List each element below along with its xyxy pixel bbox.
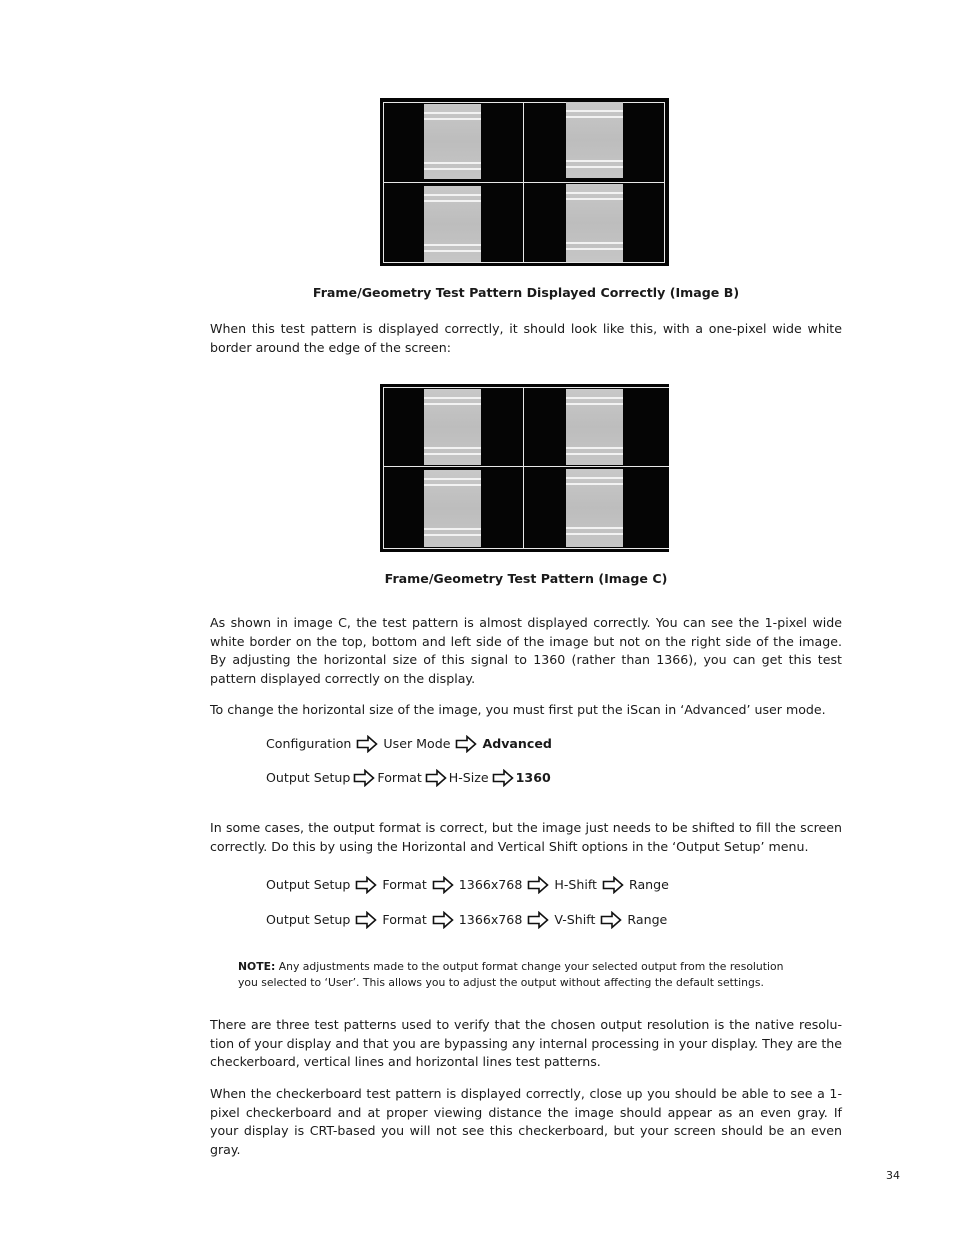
note-text: you selected to ‘User’. This allows you to adjust the output without affecting the default settings. bbox=[238, 976, 764, 989]
right-arrow-outline-icon bbox=[527, 876, 549, 894]
menu-step: 1366x768 bbox=[458, 877, 523, 892]
menu-step: Output Setup bbox=[266, 877, 351, 892]
figure-caption-image-b: Frame/Geometry Test Pattern Displayed Correctly (Image B) bbox=[312, 285, 740, 300]
right-arrow-outline-icon bbox=[602, 876, 624, 894]
paragraph: When the checkerboard test pattern is displayed correctly, close up you should be able to see a 1-pixel checkerboard and at proper viewing distance the image should appear as an even gray. If your display is CRT-based you will not see this checkerboard, but your screen should be an even gray. bbox=[210, 1086, 842, 1157]
right-arrow-outline-icon bbox=[425, 769, 447, 787]
right-arrow-outline-icon bbox=[356, 735, 378, 753]
test-pattern-image-c bbox=[380, 384, 669, 552]
right-arrow-outline-icon bbox=[355, 911, 377, 929]
right-arrow-outline-icon bbox=[355, 876, 377, 894]
note-box bbox=[238, 959, 828, 991]
paragraph: In some cases, the output format is correct, but the image just needs to be shifted to fill the screen correctly. Do this by using the Horizontal and Vertical Shift options in the ‘Output Setup’ menu. bbox=[210, 820, 842, 854]
menu-step-value: 1360 bbox=[515, 770, 551, 785]
page-number: 34 bbox=[886, 1169, 900, 1182]
menu-step: Range bbox=[628, 877, 669, 892]
menu-step: User Mode bbox=[383, 736, 451, 751]
right-arrow-outline-icon bbox=[527, 911, 549, 929]
figure-caption-image-c: Frame/Geometry Test Pattern (Image C) bbox=[384, 571, 668, 586]
menu-step-value: Advanced bbox=[482, 736, 552, 751]
right-arrow-outline-icon bbox=[353, 769, 375, 787]
right-arrow-outline-icon bbox=[455, 735, 477, 753]
paragraph: To change the horizontal size of the image, you must first put the iScan in ‘Advanced’ user mode. bbox=[210, 702, 826, 717]
menu-step: Range bbox=[627, 912, 668, 927]
note-label: NOTE: bbox=[238, 960, 276, 973]
menu-step: Format bbox=[382, 877, 427, 892]
menu-step: Output Setup bbox=[266, 912, 351, 927]
right-arrow-outline-icon bbox=[432, 911, 454, 929]
menu-step: H-Shift bbox=[554, 877, 597, 892]
test-pattern-image-b bbox=[380, 98, 669, 266]
right-arrow-outline-icon bbox=[492, 769, 514, 787]
right-arrow-outline-icon bbox=[432, 876, 454, 894]
menu-path-h-size bbox=[266, 769, 551, 787]
paragraph: As shown in image C, the test pattern is almost displayed correctly. You can see the 1-pixel wide white border on the top, bottom and left side of the image but not on the right side of the image. By adjusting the horizontal size of this signal to 1360 (rather than 1366), you can get this test pattern displayed correctly on the display. bbox=[210, 615, 842, 686]
menu-step: Format bbox=[382, 912, 427, 927]
menu-step: 1366x768 bbox=[458, 912, 523, 927]
menu-step: Format bbox=[377, 770, 422, 785]
menu-step: Output Setup bbox=[266, 770, 351, 785]
menu-path-v-shift bbox=[266, 911, 667, 929]
paragraph: When this test pattern is displayed correctly, it should look like this, with a one-pixel wide white border around the edge of the screen: bbox=[210, 321, 842, 355]
paragraph: There are three test patterns used to verify that the chosen output resolution is the native resolu-tion of your display and that you are bypassing any internal processing in your display. They are the checkerboard, vertical lines and horizontal lines test patterns. bbox=[210, 1017, 842, 1070]
menu-path-h-shift bbox=[266, 876, 669, 894]
menu-path-user-mode bbox=[266, 735, 552, 753]
menu-step: H-Size bbox=[448, 770, 489, 785]
menu-step: Configuration bbox=[266, 736, 352, 751]
right-arrow-outline-icon bbox=[600, 911, 622, 929]
note-text: Any adjustments made to the output format change your selected output from the resolution bbox=[275, 960, 784, 973]
menu-step: V-Shift bbox=[554, 912, 596, 927]
